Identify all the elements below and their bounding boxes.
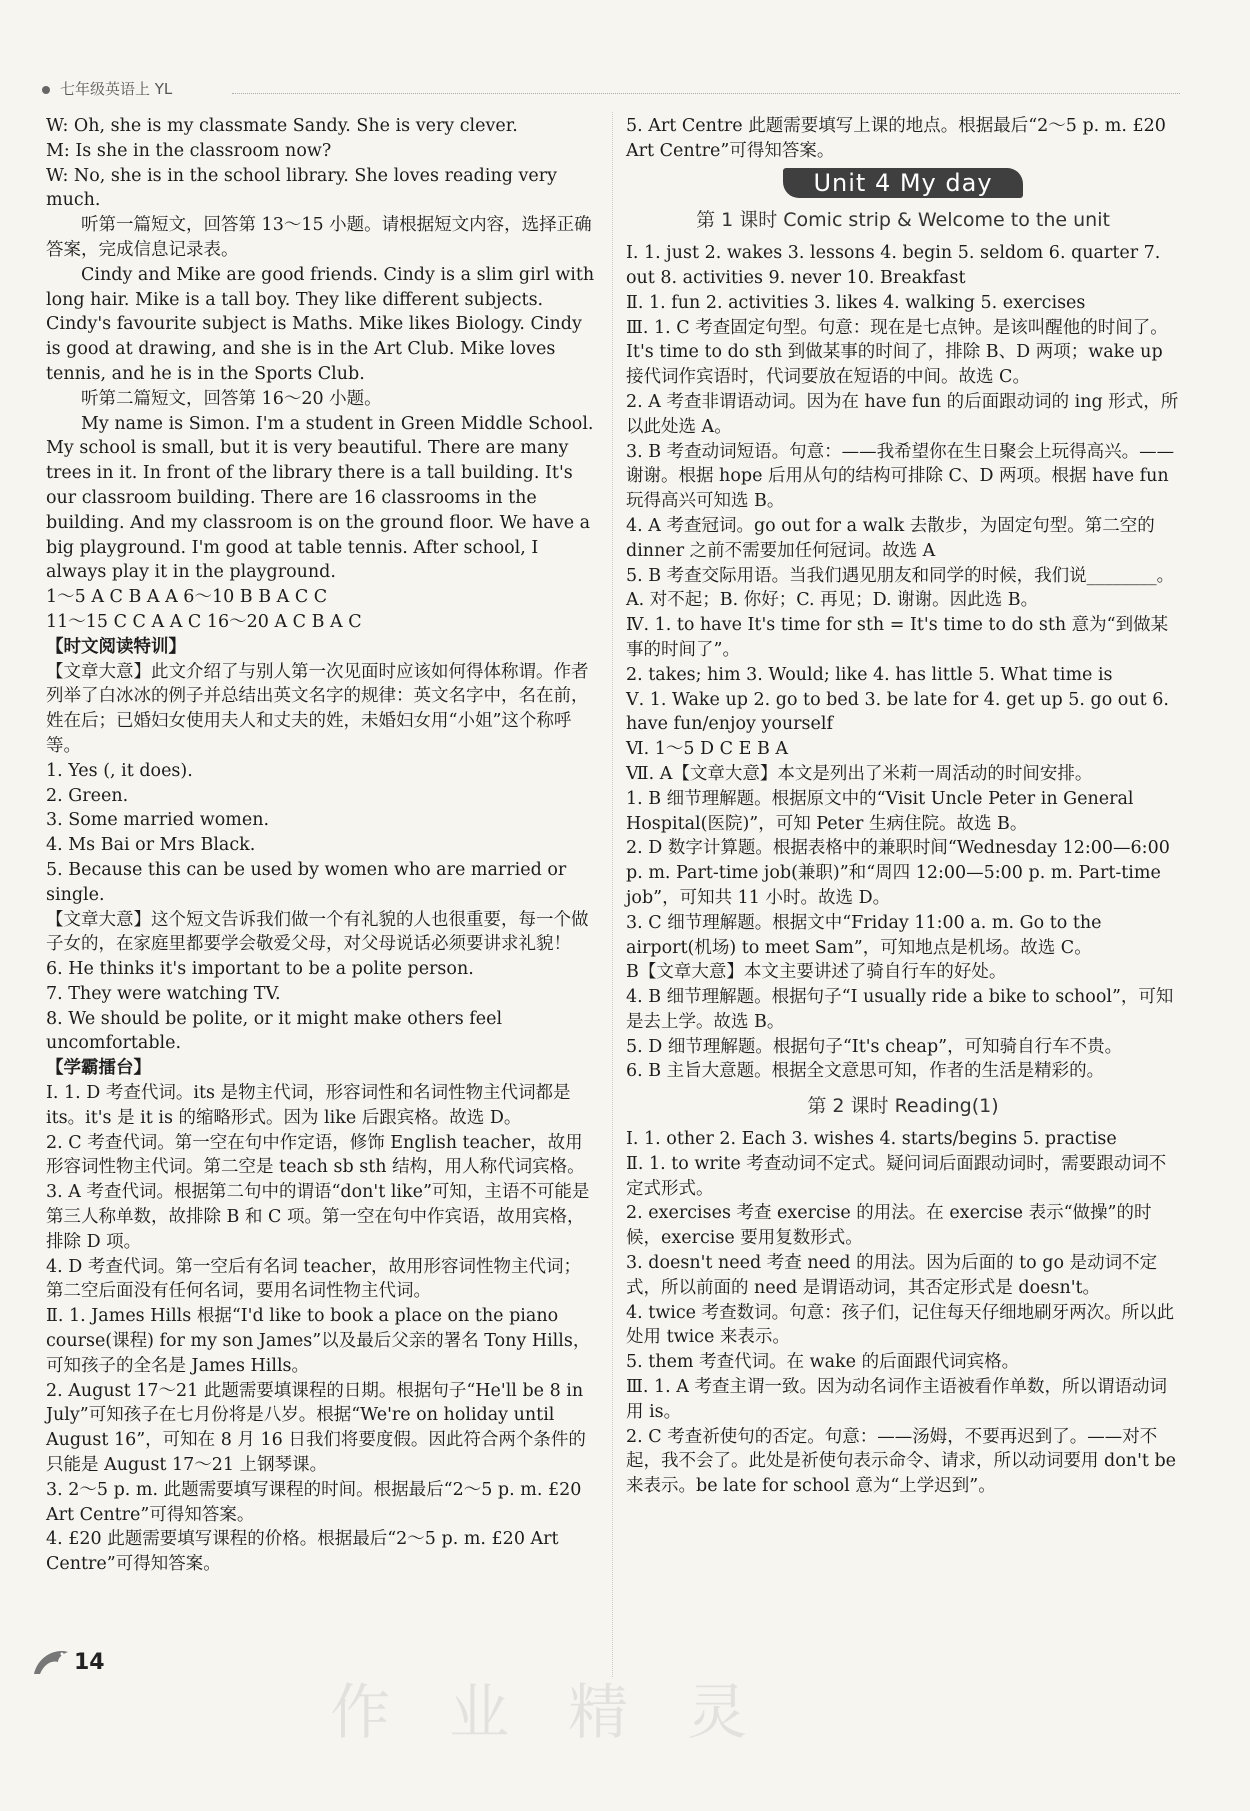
answer-line: 6. He thinks it's important to be a polite person. (46, 959, 474, 980)
answer-line: 3. C 细节理解题。根据文中“Friday 11:00 a. m. Go to the airport(机场) to meet Sam”，可知地点是机场。故选 C。 (626, 912, 1102, 958)
answer-line: 11～15 C C A A C 16～20 A C B A C (46, 611, 362, 632)
unit-title-row (626, 168, 1180, 199)
answer-line: 【时文阅读特训】 (46, 636, 186, 657)
answer-line: Ⅳ. 1. to have It's time for sth = It's time to do sth 意为“到做某事的时间了”。 (626, 615, 1169, 660)
answer-line: 6. B 主旨大意题。根据全文意思可知，作者的生活是精彩的。 (626, 1061, 1105, 1082)
answer-line: 【学霸擂台】 (46, 1058, 151, 1079)
answer-line: 3. A 考查代词。根据第二句中的谓语“don't like”可知，主语不可能是第三人称单数，故排除 B 和 C 项。第一空在句中作宾语，故用宾格，排除 D 项。 (46, 1182, 590, 1252)
answer-line: 5. B 考查交际用语。当我们遇见朋友和同学的时候，我们说________。A. 对不起；B. 你好；C. 再见；D. 谢谢。因此选 B。 (626, 565, 1175, 611)
lesson-1-title: 第 1 课时 Comic strip & Welcome to the unit (696, 209, 1110, 232)
answer-line: Ⅲ. 1. C 考查固定句型。句意：现在是七点钟。是该叫醒他的时间了。It's time to do sth 到做某事的时间了，排除 B、D 两项；wake up 接代词作宾语时，代词要放在短语的中间。故选 C。 (626, 317, 1168, 388)
answer-line: Ⅱ. 1. to write 考查动词不定式。疑问词后面跟动词时，需要跟动词不定式形式。 (626, 1153, 1167, 1199)
lesson-2-title: 第 2 课时 Reading(1) (807, 1095, 999, 1118)
answer-line: 5. D 细节理解题。根据句子“It's cheap”，可知骑自行车不贵。 (626, 1036, 1123, 1057)
answer-line: 听第一篇短文，回答第 13～15 小题。请根据短文内容，选择正确答案，完成信息记录表。 (46, 215, 592, 260)
right-top-block (626, 114, 1180, 164)
answer-line: 2. takes; him 3. Would; like 4. has little 5. What time is (626, 664, 1113, 685)
answer-line: W: No, she is in the school library. She loves reading very much. (46, 165, 557, 211)
answer-line: 5. them 考查代词。在 wake 的后面跟代词宾格。 (626, 1352, 1020, 1373)
answer-line: 【文章大意】这个短文告诉我们做一个有礼貌的人也很重要，每一个做子女的，在家庭里都要学会敬爱父母，对父母说话必须要讲求礼貌！ (46, 909, 589, 955)
header-rule (232, 93, 1180, 94)
answer-line: 4. D 考查代词。第一空后有名词 teacher，故用形容词性物主代词；第二空后面没有任何名词，要用名词性物主代词。 (46, 1256, 582, 1302)
answer-line: 5. Art Centre 此题需要填写上课的地点。根据最后“2～5 p. m. £20 Art Centre”可得知答案。 (626, 116, 1166, 161)
answer-line: 3. Some married women. (46, 810, 270, 831)
answer-line: 7. They were watching TV. (46, 983, 281, 1004)
answer-line: Ⅶ. A【文章大意】本文是列出了米莉一周活动的时间安排。 (626, 763, 1093, 784)
answer-line: Cindy and Mike are good friends. Cindy is a slim girl with long hair. Mike is a tall boy. They like different subjects. Cindy's favourite subject is Maths. Mike likes Biology. Cindy is good at drawing, and she is in the Art Club. Mike loves tennis, and he is in the Sports Club. (46, 264, 595, 384)
answer-line: 2. August 17～21 此题需要填课程的日期。根据句子“He'll be 8 in July”可知孩子在七月份将是八岁。根据“We're on holiday until August 16”，可知在 8 月 16 日我们将要度假。因此符合两个条件的只能是 August 17～21 上钢琴课。 (46, 1380, 586, 1476)
answer-line: Ⅰ. 1. D 考查代词。its 是物主代词，形容词性和名词性物主代词都是 its。it's 是 it is 的缩略形式。因为 like 后跟宾格。故选 D。 (46, 1083, 571, 1128)
answer-line: Ⅱ. 1. fun 2. activities 3. likes 4. walking 5. exercises (626, 292, 1086, 313)
answer-line: 1. B 细节理解题。根据原文中的“Visit Uncle Peter in General Hospital(医院)”，可知 Peter 生病住院。故选 B。 (626, 788, 1134, 834)
answer-line: 2. C 考查代词。第一空在句中作定语，修饰 English teacher，故用形容词性物主代词。第二空是 teach sb sth 结构，用人称代词宾格。 (46, 1132, 585, 1178)
answer-line: Ⅵ. 1～5 D C E B A (626, 739, 789, 760)
answer-line: 2. C 考查祈使句的否定。句意：——汤姆，不要再迟到了。——对不起，我不会了。此处是祈使句表示命令、请求，所以动词要用 don't be 来表示。be late for school 意为“上学迟到”。 (626, 1426, 1177, 1497)
answer-line: 5. Because this can be used by women who are married or single. (46, 859, 567, 905)
page-number: 14 (74, 1650, 105, 1675)
answer-line: Ⅲ. 1. A 考查主谓一致。因为动名词作主语被看作单数，所以谓语动词用 is。 (626, 1377, 1167, 1422)
bullet-icon (42, 86, 50, 94)
watermark: 作 业 精 灵 (330, 1678, 768, 1748)
answer-line: 4. B 细节理解题。根据句子“I usually ride a bike to school”，可知是去上学。故选 B。 (626, 987, 1174, 1032)
answer-line: Ⅰ. 1. just 2. wakes 3. lessons 4. begin 5. seldom 6. quarter 7. out 8. activities 9. never 10. Breakfast (626, 243, 1161, 288)
right-bottom-block (626, 1127, 1180, 1499)
dolphin-logo-icon (28, 1640, 74, 1690)
answer-line: 听第二篇短文，回答第 16～20 小题。 (81, 388, 382, 409)
right-column (626, 114, 1180, 1499)
answer-line: 3. B 考查动词短语。句意：——我希望你在生日聚会上玩得高兴。——谢谢。根据 hope 后用从句的结构可排除 C、D 两项。根据 have fun 玩得高兴可知选 B。 (626, 441, 1175, 512)
answer-line: Ⅴ. 1. Wake up 2. go to bed 3. be late for 4. get up 5. go out 6. have fun/enjoy yourself (626, 689, 1169, 735)
answer-line: 8. We should be polite, or it might make others feel uncomfortable. (46, 1008, 503, 1054)
answer-line: 2. Green. (46, 785, 129, 806)
answer-line: B【文章大意】本文主要讲述了骑自行车的好处。 (626, 962, 1007, 983)
answer-line: 1. Yes (, it does). (46, 760, 193, 781)
answer-line: 3. doesn't need 考查 need 的用法。因为后面的 to go 是动词不定式，所以前面的 need 是谓语动词，其否定形式是 doesn't。 (626, 1253, 1158, 1298)
answer-line: 4. A 考查冠词。go out for a walk 去散步，为固定句型。第二空的 dinner 之前不需要加任何冠词。故选 A (626, 515, 1155, 561)
answer-line: 【文章大意】此文介绍了与别人第一次见面时应该如何得体称谓。作者列举了白冰冰的例子并总结出英文名字的规律：英文名字中，名在前，姓在后；已婚妇女使用夫人和丈夫的姓，未婚妇女用“小姐”这个称呼等。 (46, 661, 589, 756)
book-title: 七年级英语上 YL (60, 80, 173, 98)
answer-line: M: Is she in the classroom now? (46, 140, 332, 161)
unit-banner: Unit 4 My day (783, 168, 1022, 199)
right-mid-block (626, 241, 1180, 1084)
answer-line: 1～5 A C B A A 6～10 B B A C C (46, 587, 328, 608)
answer-line: 4. Ms Bai or Mrs Black. (46, 835, 256, 856)
answer-line: 4. £20 此题需要填写课程的价格。根据最后“2～5 p. m. £20 Art Centre”可得知答案。 (46, 1529, 559, 1575)
answer-line: Ⅱ. 1. James Hills 根据“I'd like to book a place on the piano course(课程) for my son James”以及最后父亲的署名 Tony Hills，可知孩子的全名是 James Hills。 (46, 1306, 591, 1376)
answer-line: 2. D 数字计算题。根据表格中的兼职时间“Wednesday 12:00—6:00 p. m. Part-time job(兼职)”和“周四 12:00—5:00 p. m. Part-time job”，可知共 11 小时。故选 D。 (626, 838, 1170, 908)
answer-line: 2. exercises 考查 exercise 的用法。在 exercise 表示“做操”的时候，exercise 要用复数形式。 (626, 1203, 1152, 1249)
answer-line: My name is Simon. I'm a student in Green Middle School. My school is small, but it is very beautiful. There are many trees in it. In front of the library there is a tall building. It's our classroom building. There are 16 classrooms in the building. And my classroom is on the ground floor. We have a big playground. I'm good at table tennis. After school, I always play it in the playground. (46, 413, 594, 583)
answer-line: W: Oh, she is my classmate Sandy. She is very clever. (46, 116, 518, 136)
answer-line: 2. A 考查非谓语动词。因为在 have fun 的后面跟动词的 ing 形式，所以此处选 A。 (626, 391, 1179, 437)
left-column (46, 114, 597, 1577)
answer-line: 4. twice 考查数词。句意：孩子们，记住每天仔细地刷牙两次。所以此处用 twice 来表示。 (626, 1302, 1175, 1348)
column-divider (612, 112, 613, 1677)
answer-line: 3. 2～5 p. m. 此题需要填写课程的时间。根据最后“2～5 p. m. £20 Art Centre”可得知答案。 (46, 1479, 582, 1525)
answer-line: Ⅰ. 1. other 2. Each 3. wishes 4. starts/begins 5. practise (626, 1129, 1117, 1150)
page-header (42, 78, 172, 99)
